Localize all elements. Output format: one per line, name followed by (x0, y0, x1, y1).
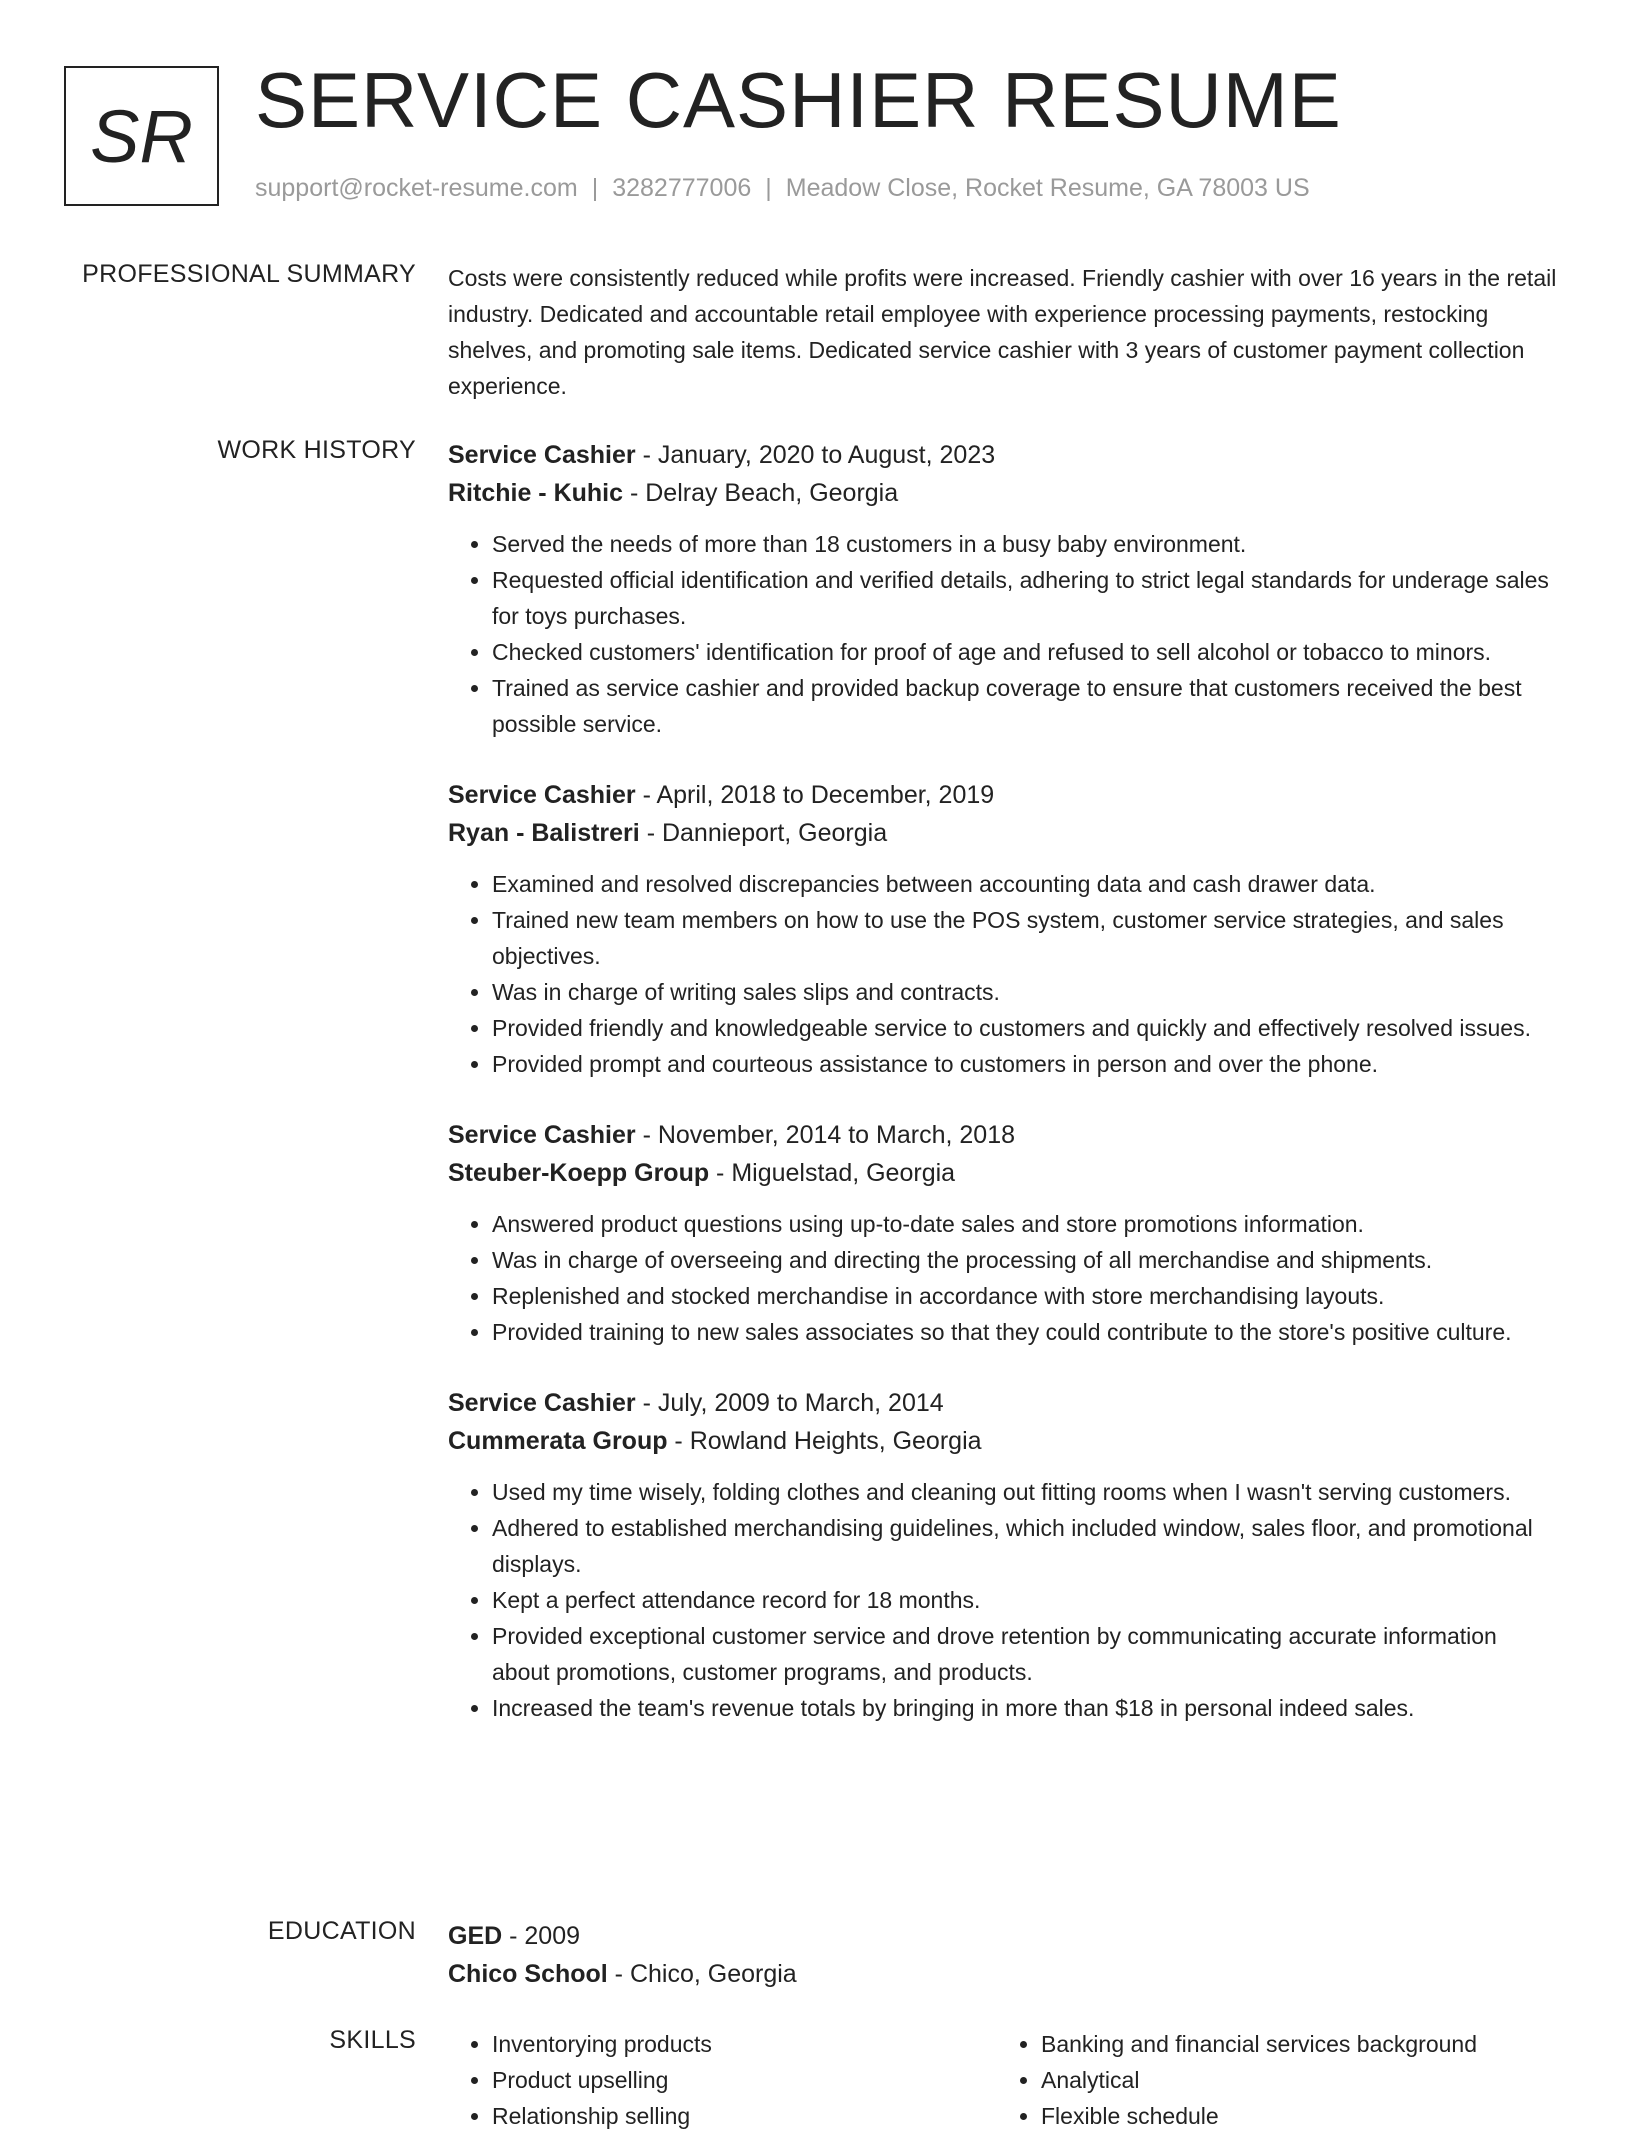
contact-address: Meadow Close, Rocket Resume, GA 78003 US (785, 174, 1310, 202)
skill-item: • Banking and financial services background (1041, 2026, 1546, 2062)
education-location: - Chico, Georgia (607, 1960, 797, 1988)
job-location: - Miguelstad, Georgia (709, 1159, 956, 1187)
job-company: Cummerata Group (448, 1427, 668, 1455)
skill-item: • Inventorying products (492, 2026, 997, 2062)
job-duty: • Replenished and stocked merchandise in accordance with store merchandising layouts. (492, 1278, 1558, 1314)
education-label: EDUCATION (267, 1917, 416, 1945)
job-duty: • Served the needs of more than 18 customers in a busy baby environment. (492, 526, 1558, 562)
skill-item: • Product upselling (492, 2062, 997, 2098)
monogram-box (64, 66, 219, 206)
job-title-line (448, 776, 1558, 814)
job-duties-list (448, 1474, 1558, 1726)
job-duty: • Used my time wisely, folding clothes and cleaning out fitting rooms when I wasn't serving customers. (492, 1474, 1558, 1510)
summary-text: Costs were consistently reduced while profits were increased. Friendly cashier with over 16 years in the retail industry. Dedicated and accountable retail employee with experience processing payments, restocking shelves, and promoting sale items. Dedicated service cashier with 3 years of customer payment collection experience. (448, 265, 1557, 399)
contact-line (255, 174, 1310, 203)
resume-title: SERVICE CASHIER RESUME (255, 56, 1342, 144)
job-duties-list (448, 526, 1558, 742)
job-title: Service Cashier (448, 1389, 636, 1417)
education-body (448, 1917, 1558, 1993)
job-entry (448, 1116, 1558, 1350)
skills-list-right (997, 2026, 1546, 2134)
education-school-line (448, 1955, 1558, 1993)
job-title: Service Cashier (448, 781, 636, 809)
job-location: - Delray Beach, Georgia (623, 479, 899, 507)
skills-list-left (448, 2026, 997, 2134)
job-duty: • Provided training to new sales associates so that they could contribute to the store's positive culture. (492, 1314, 1558, 1350)
job-duty: • Trained new team members on how to use the POS system, customer service strategies, and sales objectives. (492, 902, 1558, 974)
job-duty: • Increased the team's revenue totals by bringing in more than $18 in personal indeed sales. (492, 1690, 1558, 1726)
job-location: - Dannieport, Georgia (639, 819, 888, 847)
job-company-line (448, 1154, 1558, 1192)
work-history-body (448, 436, 1558, 1760)
skills-label: SKILLS (329, 2026, 416, 2054)
contact-separator: | (765, 174, 772, 202)
job-duties-list (448, 866, 1558, 1082)
job-company: Ryan - Balistreri (448, 819, 640, 847)
job-company-line (448, 474, 1558, 512)
work-history-label: WORK HISTORY (217, 436, 416, 464)
job-duty: • Adhered to established merchandising guidelines, which included window, sales floor, and promotional displays. (492, 1510, 1558, 1582)
monogram-initials: SR (90, 94, 193, 178)
job-dates: - November, 2014 to March, 2018 (635, 1121, 1015, 1149)
job-entry (448, 436, 1558, 742)
job-company-line (448, 1422, 1558, 1460)
job-title-line (448, 1116, 1558, 1154)
job-company-line (448, 814, 1558, 852)
job-title: Service Cashier (448, 441, 636, 469)
job-duties-list (448, 1206, 1558, 1350)
education-degree-line (448, 1917, 1558, 1955)
job-location: - Rowland Heights, Georgia (667, 1427, 982, 1455)
job-duty: • Examined and resolved discrepancies between accounting data and cash drawer data. (492, 866, 1558, 902)
contact-phone: 3282777006 (612, 174, 752, 202)
job-duty: • Requested official identification and verified details, adhering to strict legal standards for underage sales for toys purchases. (492, 562, 1558, 634)
job-company: Ritchie - Kuhic (448, 479, 624, 507)
job-entry (448, 776, 1558, 1082)
skill-item: • Flexible schedule (1041, 2098, 1546, 2134)
summary-body (448, 260, 1558, 404)
summary-label: PROFESSIONAL SUMMARY (82, 260, 416, 288)
job-duty: • Answered product questions using up-to-date sales and store promotions information. (492, 1206, 1558, 1242)
job-dates: - April, 2018 to December, 2019 (635, 781, 995, 809)
job-entry (448, 1384, 1558, 1726)
job-duty: • Provided exceptional customer service and drove retention by communicating accurate information about promotions, customer programs, and products. (492, 1618, 1558, 1690)
contact-separator: | (591, 174, 599, 202)
job-duty: • Trained as service cashier and provided backup coverage to ensure that customers received the best possible service. (492, 670, 1558, 742)
job-company: Steuber-Koepp Group (448, 1159, 710, 1187)
job-duty: • Provided prompt and courteous assistance to customers in person and over the phone. (492, 1046, 1558, 1082)
skill-item: • Relationship selling (492, 2098, 997, 2134)
job-duty: • Was in charge of overseeing and directing the processing of all merchandise and shipments. (492, 1242, 1558, 1278)
job-dates: - January, 2020 to August, 2023 (635, 441, 996, 469)
education-degree: GED (448, 1922, 503, 1950)
skills-body (448, 2026, 1558, 2134)
job-duty: • Checked customers' identification for proof of age and refused to sell alcohol or tobacco to minors. (492, 634, 1558, 670)
job-title-line (448, 1384, 1558, 1422)
skill-item: • Analytical (1041, 2062, 1546, 2098)
education-school: Chico School (448, 1960, 608, 1988)
job-duty: • Provided friendly and knowledgeable service to customers and quickly and effectively resolved issues. (492, 1010, 1558, 1046)
education-year: - 2009 (502, 1922, 581, 1950)
job-title: Service Cashier (448, 1121, 636, 1149)
job-title-line (448, 436, 1558, 474)
job-duty: • Kept a perfect attendance record for 18 months. (492, 1582, 1558, 1618)
job-duty: • Was in charge of writing sales slips and contracts. (492, 974, 1558, 1010)
job-dates: - July, 2009 to March, 2014 (635, 1389, 944, 1417)
contact-email: support@rocket-resume.com (255, 174, 578, 202)
